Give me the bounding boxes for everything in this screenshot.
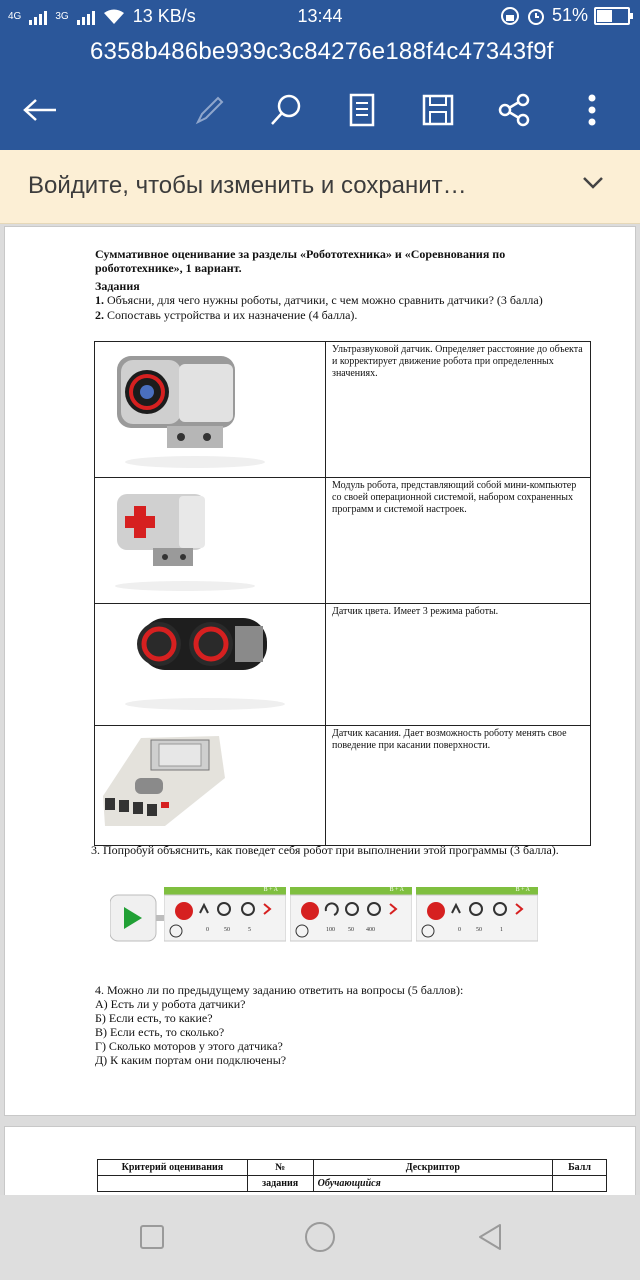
share-icon[interactable] [492, 88, 536, 132]
table-header: Критерий оценивания [98, 1160, 248, 1176]
question-3: 3. Попробуй объяснить, как поведет себя робот при выполнении этой программы (3 балла). [91, 843, 559, 857]
reading-view-icon[interactable] [340, 88, 384, 132]
table-row [98, 1176, 607, 1192]
recent-apps-icon[interactable] [130, 1215, 174, 1259]
table-header: Дескриптор [313, 1160, 552, 1176]
question-4-line: В) Если есть, то сколько? [95, 1025, 225, 1039]
table-header: задания [247, 1176, 313, 1192]
match-desc-1: Ультразвуковой датчик. Определяет расстояние до объекта и корректирует движение робота при определенных значениях. [326, 342, 591, 478]
status-bar [0, 0, 640, 34]
document-heading: Суммативное оценивание за разделы «Робототехника» и «Соревнования по робототехнике», 1 вариант. [95, 247, 506, 275]
network-type-2: 3G [55, 10, 69, 22]
top-app-bar [0, 0, 640, 150]
question-4-line: Г) Сколько моторов у этого датчика? [95, 1039, 283, 1053]
battery-icon [594, 7, 630, 25]
navigation-bar [0, 1195, 640, 1280]
question-4-line: Б) Если есть, то какие? [95, 1011, 213, 1025]
clock: 13:44 [297, 6, 343, 26]
program-block[interactable] [164, 887, 286, 943]
sign-in-banner[interactable] [0, 150, 640, 224]
search-icon[interactable] [264, 88, 308, 132]
network-speed: 13 KB/s [132, 6, 196, 26]
block-value[interactable]: 50 [348, 927, 354, 933]
toolbar [0, 82, 640, 138]
network-type: 4G [8, 10, 22, 22]
touch-sensor-image [95, 478, 326, 604]
match-desc-2: Модуль робота, представляющий собой мини-компьютер со своей операционной системой, набором сохраненных программ и системой настроек. [326, 478, 591, 604]
block-value[interactable]: 1 [500, 927, 503, 933]
table-cell [553, 1176, 607, 1192]
ev3-program-strip [110, 887, 540, 947]
block-value[interactable]: 50 [476, 927, 482, 933]
block-value[interactable]: 50 [224, 927, 230, 933]
question-4-line: Д) К каким портам они подключены? [95, 1053, 287, 1067]
sign-in-message: Войдите, чтобы изменить и сохранит… [28, 172, 467, 199]
block-value[interactable]: 5 [248, 927, 251, 933]
home-icon[interactable] [298, 1215, 342, 1259]
table-cell [98, 1176, 248, 1192]
more-icon[interactable] [570, 88, 614, 132]
table-row [95, 342, 591, 478]
table-row [95, 726, 591, 846]
table-header: Обучающийся [313, 1176, 552, 1192]
save-icon[interactable] [416, 88, 460, 132]
lock-rotation-icon [500, 6, 520, 26]
match-desc-4: Датчик касания. Дает возможность роботу менять свое поведение при касании поверхности. [326, 726, 591, 846]
question-1: 1. Объясни, для чего нужны роботы, датчики, с чем можно сравнить датчики? (3 балла) [95, 293, 543, 307]
table-row [95, 604, 591, 726]
table-row [95, 478, 591, 604]
back-icon[interactable] [468, 1215, 512, 1259]
program-block[interactable] [416, 887, 538, 943]
block-value[interactable]: 100 [326, 927, 335, 933]
criteria-table [97, 1159, 607, 1192]
matching-table [94, 341, 591, 846]
table-header: Балл [553, 1160, 607, 1176]
chevron-down-icon[interactable] [582, 176, 604, 195]
battery-percent: 51% [551, 5, 588, 25]
table-row [98, 1160, 607, 1176]
color-sensor-image [95, 604, 326, 726]
block-value[interactable]: 0 [206, 927, 209, 933]
block-port: B + A [389, 887, 404, 893]
ev3-brick-image [95, 726, 326, 846]
block-port: B + A [515, 887, 530, 893]
alarm-icon [526, 6, 546, 26]
block-value[interactable]: 0 [458, 927, 461, 933]
block-port: B + A [263, 887, 278, 893]
question-4 [95, 983, 463, 1067]
match-desc-3: Датчик цвета. Имеет 3 режима работы. [326, 604, 591, 726]
ultrasonic-sensor-image [95, 342, 326, 478]
question-4-line: А) Есть ли у робота датчики? [95, 997, 246, 1011]
document-page-1[interactable] [4, 226, 636, 1116]
back-arrow-icon[interactable] [18, 88, 62, 132]
question-4-line: 4. Можно ли по предыдущему заданию ответить на вопросы (5 баллов): [95, 983, 464, 997]
edit-pencil-icon[interactable] [188, 88, 232, 132]
tasks-title: Задания [95, 279, 140, 293]
document-title: 6358b486be939c3c84276e188f4c47343f9f [90, 38, 554, 65]
block-value[interactable]: 400 [366, 927, 375, 933]
program-block[interactable] [290, 887, 412, 943]
question-2: 2. Сопоставь устройства и их назначение (4 балла). [95, 308, 358, 322]
table-header: № [247, 1160, 313, 1176]
